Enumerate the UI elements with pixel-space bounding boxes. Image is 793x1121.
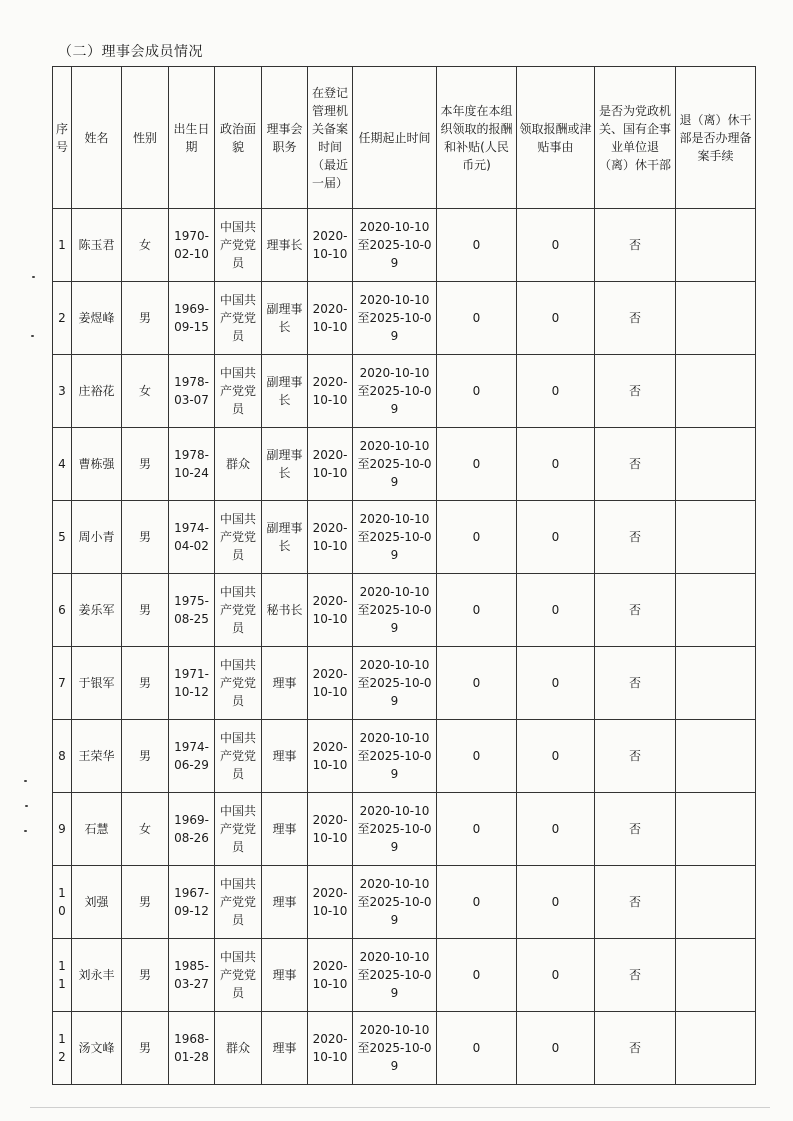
cell-gender: 女 bbox=[122, 355, 169, 428]
cell-role: 理事 bbox=[262, 720, 308, 793]
cell-birth: 1971-10-12 bbox=[169, 647, 215, 720]
scan-speck bbox=[24, 780, 27, 782]
section-heading: （二）理事会成员情况 bbox=[58, 44, 203, 60]
cell-birth: 1978-10-24 bbox=[169, 428, 215, 501]
cell-filed: 2020-10-10 bbox=[308, 355, 353, 428]
cell-record bbox=[676, 501, 756, 574]
cell-reason: 0 bbox=[517, 501, 595, 574]
table-row bbox=[53, 720, 756, 793]
cell-gender: 男 bbox=[122, 866, 169, 939]
cell-term: 2020-10-10至2025-10-09 bbox=[353, 866, 437, 939]
cell-birth: 1967-09-12 bbox=[169, 866, 215, 939]
table-row bbox=[53, 355, 756, 428]
column-header: 是否为党政机关、国有企事业单位退（离）休干部 bbox=[595, 67, 676, 209]
cell-pay: 0 bbox=[437, 209, 517, 282]
cell-role: 副理事长 bbox=[262, 282, 308, 355]
column-header: 领取报酬或津贴事由 bbox=[517, 67, 595, 209]
cell-name: 曹栋强 bbox=[72, 428, 122, 501]
cell-pay: 0 bbox=[437, 1012, 517, 1085]
cell-term: 2020-10-10至2025-10-09 bbox=[353, 720, 437, 793]
cell-political: 中国共产党党员 bbox=[215, 574, 262, 647]
cell-gender: 男 bbox=[122, 428, 169, 501]
cell-role: 理事 bbox=[262, 1012, 308, 1085]
cell-name: 刘强 bbox=[72, 866, 122, 939]
column-header: 出生日期 bbox=[169, 67, 215, 209]
page-edge-line bbox=[30, 1107, 770, 1108]
cell-filed: 2020-10-10 bbox=[308, 428, 353, 501]
cell-no: 5 bbox=[53, 501, 72, 574]
cell-political: 中国共产党党员 bbox=[215, 282, 262, 355]
cell-pay: 0 bbox=[437, 647, 517, 720]
cell-role: 副理事长 bbox=[262, 501, 308, 574]
cell-record bbox=[676, 1012, 756, 1085]
cell-role: 副理事长 bbox=[262, 428, 308, 501]
cell-no: 7 bbox=[53, 647, 72, 720]
column-header: 退（离）休干部是否办理备案手续 bbox=[676, 67, 756, 209]
cell-birth: 1974-06-29 bbox=[169, 720, 215, 793]
table-row bbox=[53, 428, 756, 501]
cell-reason: 0 bbox=[517, 282, 595, 355]
cell-retired: 否 bbox=[595, 647, 676, 720]
cell-reason: 0 bbox=[517, 1012, 595, 1085]
cell-record bbox=[676, 428, 756, 501]
cell-term: 2020-10-10至2025-10-09 bbox=[353, 355, 437, 428]
cell-term: 2020-10-10至2025-10-09 bbox=[353, 501, 437, 574]
cell-no: 11 bbox=[53, 939, 72, 1012]
cell-filed: 2020-10-10 bbox=[308, 866, 353, 939]
cell-political: 群众 bbox=[215, 1012, 262, 1085]
table-row bbox=[53, 647, 756, 720]
cell-term: 2020-10-10至2025-10-09 bbox=[353, 574, 437, 647]
cell-pay: 0 bbox=[437, 720, 517, 793]
cell-political: 中国共产党党员 bbox=[215, 647, 262, 720]
cell-pay: 0 bbox=[437, 866, 517, 939]
cell-term: 2020-10-10至2025-10-09 bbox=[353, 939, 437, 1012]
cell-record bbox=[676, 866, 756, 939]
cell-reason: 0 bbox=[517, 939, 595, 1012]
cell-name: 刘永丰 bbox=[72, 939, 122, 1012]
cell-name: 王荣华 bbox=[72, 720, 122, 793]
cell-pay: 0 bbox=[437, 793, 517, 866]
cell-role: 理事 bbox=[262, 793, 308, 866]
cell-no: 4 bbox=[53, 428, 72, 501]
cell-name: 于银军 bbox=[72, 647, 122, 720]
cell-pay: 0 bbox=[437, 574, 517, 647]
column-header: 本年度在本组织领取的报酬和补贴(人民币元) bbox=[437, 67, 517, 209]
table-row bbox=[53, 1012, 756, 1085]
table-row bbox=[53, 501, 756, 574]
cell-birth: 1975-08-25 bbox=[169, 574, 215, 647]
cell-reason: 0 bbox=[517, 574, 595, 647]
cell-retired: 否 bbox=[595, 428, 676, 501]
column-header: 任期起止时间 bbox=[353, 67, 437, 209]
cell-role: 理事 bbox=[262, 866, 308, 939]
cell-retired: 否 bbox=[595, 574, 676, 647]
cell-name: 汤文峰 bbox=[72, 1012, 122, 1085]
board-members-table bbox=[52, 66, 756, 1085]
cell-gender: 男 bbox=[122, 1012, 169, 1085]
cell-record bbox=[676, 939, 756, 1012]
cell-birth: 1985-03-27 bbox=[169, 939, 215, 1012]
cell-birth: 1974-04-02 bbox=[169, 501, 215, 574]
cell-name: 姜煜峰 bbox=[72, 282, 122, 355]
cell-political: 中国共产党党员 bbox=[215, 355, 262, 428]
cell-political: 中国共产党党员 bbox=[215, 939, 262, 1012]
cell-no: 12 bbox=[53, 1012, 72, 1085]
cell-role: 理事长 bbox=[262, 209, 308, 282]
table-row bbox=[53, 866, 756, 939]
cell-gender: 男 bbox=[122, 720, 169, 793]
cell-birth: 1970-02-10 bbox=[169, 209, 215, 282]
cell-gender: 男 bbox=[122, 501, 169, 574]
cell-term: 2020-10-10至2025-10-09 bbox=[353, 1012, 437, 1085]
cell-filed: 2020-10-10 bbox=[308, 939, 353, 1012]
cell-gender: 男 bbox=[122, 647, 169, 720]
cell-retired: 否 bbox=[595, 939, 676, 1012]
cell-record bbox=[676, 647, 756, 720]
cell-term: 2020-10-10至2025-10-09 bbox=[353, 282, 437, 355]
cell-filed: 2020-10-10 bbox=[308, 793, 353, 866]
cell-retired: 否 bbox=[595, 355, 676, 428]
cell-retired: 否 bbox=[595, 866, 676, 939]
cell-no: 3 bbox=[53, 355, 72, 428]
cell-retired: 否 bbox=[595, 720, 676, 793]
cell-role: 理事 bbox=[262, 939, 308, 1012]
cell-reason: 0 bbox=[517, 647, 595, 720]
cell-political: 中国共产党党员 bbox=[215, 501, 262, 574]
cell-retired: 否 bbox=[595, 209, 676, 282]
cell-record bbox=[676, 209, 756, 282]
cell-no: 1 bbox=[53, 209, 72, 282]
cell-no: 2 bbox=[53, 282, 72, 355]
cell-political: 中国共产党党员 bbox=[215, 793, 262, 866]
scan-speck bbox=[32, 276, 35, 278]
cell-record bbox=[676, 282, 756, 355]
table-row bbox=[53, 574, 756, 647]
cell-name: 石慧 bbox=[72, 793, 122, 866]
cell-record bbox=[676, 793, 756, 866]
cell-no: 6 bbox=[53, 574, 72, 647]
cell-birth: 1978-03-07 bbox=[169, 355, 215, 428]
column-header: 在登记管理机关备案时间（最近一届） bbox=[308, 67, 353, 209]
table-row bbox=[53, 939, 756, 1012]
cell-role: 理事 bbox=[262, 647, 308, 720]
cell-pay: 0 bbox=[437, 939, 517, 1012]
cell-filed: 2020-10-10 bbox=[308, 501, 353, 574]
cell-filed: 2020-10-10 bbox=[308, 1012, 353, 1085]
cell-filed: 2020-10-10 bbox=[308, 574, 353, 647]
cell-gender: 男 bbox=[122, 282, 169, 355]
cell-retired: 否 bbox=[595, 793, 676, 866]
cell-retired: 否 bbox=[595, 501, 676, 574]
cell-name: 陈玉君 bbox=[72, 209, 122, 282]
cell-birth: 1969-08-26 bbox=[169, 793, 215, 866]
cell-reason: 0 bbox=[517, 720, 595, 793]
cell-reason: 0 bbox=[517, 866, 595, 939]
cell-term: 2020-10-10至2025-10-09 bbox=[353, 793, 437, 866]
cell-record bbox=[676, 720, 756, 793]
cell-pay: 0 bbox=[437, 282, 517, 355]
table-row bbox=[53, 282, 756, 355]
cell-pay: 0 bbox=[437, 428, 517, 501]
cell-gender: 男 bbox=[122, 939, 169, 1012]
table-header-row bbox=[53, 67, 756, 209]
cell-filed: 2020-10-10 bbox=[308, 647, 353, 720]
cell-name: 周小青 bbox=[72, 501, 122, 574]
cell-name: 姜乐军 bbox=[72, 574, 122, 647]
cell-term: 2020-10-10至2025-10-09 bbox=[353, 428, 437, 501]
table-row bbox=[53, 793, 756, 866]
cell-birth: 1969-09-15 bbox=[169, 282, 215, 355]
cell-political: 群众 bbox=[215, 428, 262, 501]
cell-filed: 2020-10-10 bbox=[308, 282, 353, 355]
cell-reason: 0 bbox=[517, 355, 595, 428]
cell-retired: 否 bbox=[595, 282, 676, 355]
cell-term: 2020-10-10至2025-10-09 bbox=[353, 209, 437, 282]
scan-speck bbox=[24, 830, 27, 832]
cell-role: 副理事长 bbox=[262, 355, 308, 428]
cell-filed: 2020-10-10 bbox=[308, 720, 353, 793]
column-header: 理事会职务 bbox=[262, 67, 308, 209]
cell-filed: 2020-10-10 bbox=[308, 209, 353, 282]
cell-name: 庄裕花 bbox=[72, 355, 122, 428]
cell-term: 2020-10-10至2025-10-09 bbox=[353, 647, 437, 720]
cell-pay: 0 bbox=[437, 355, 517, 428]
cell-reason: 0 bbox=[517, 793, 595, 866]
cell-reason: 0 bbox=[517, 209, 595, 282]
scan-speck bbox=[31, 335, 34, 337]
cell-gender: 男 bbox=[122, 574, 169, 647]
scan-speck bbox=[25, 805, 28, 807]
cell-gender: 女 bbox=[122, 793, 169, 866]
column-header: 序号 bbox=[53, 67, 72, 209]
column-header: 姓名 bbox=[72, 67, 122, 209]
cell-record bbox=[676, 574, 756, 647]
cell-pay: 0 bbox=[437, 501, 517, 574]
cell-role: 秘书长 bbox=[262, 574, 308, 647]
cell-no: 8 bbox=[53, 720, 72, 793]
cell-political: 中国共产党党员 bbox=[215, 720, 262, 793]
column-header: 性别 bbox=[122, 67, 169, 209]
cell-birth: 1968-01-28 bbox=[169, 1012, 215, 1085]
cell-no: 9 bbox=[53, 793, 72, 866]
cell-reason: 0 bbox=[517, 428, 595, 501]
cell-political: 中国共产党党员 bbox=[215, 866, 262, 939]
cell-gender: 女 bbox=[122, 209, 169, 282]
table-row bbox=[53, 209, 756, 282]
column-header: 政治面貌 bbox=[215, 67, 262, 209]
cell-political: 中国共产党党员 bbox=[215, 209, 262, 282]
cell-no: 10 bbox=[53, 866, 72, 939]
cell-retired: 否 bbox=[595, 1012, 676, 1085]
cell-record bbox=[676, 355, 756, 428]
